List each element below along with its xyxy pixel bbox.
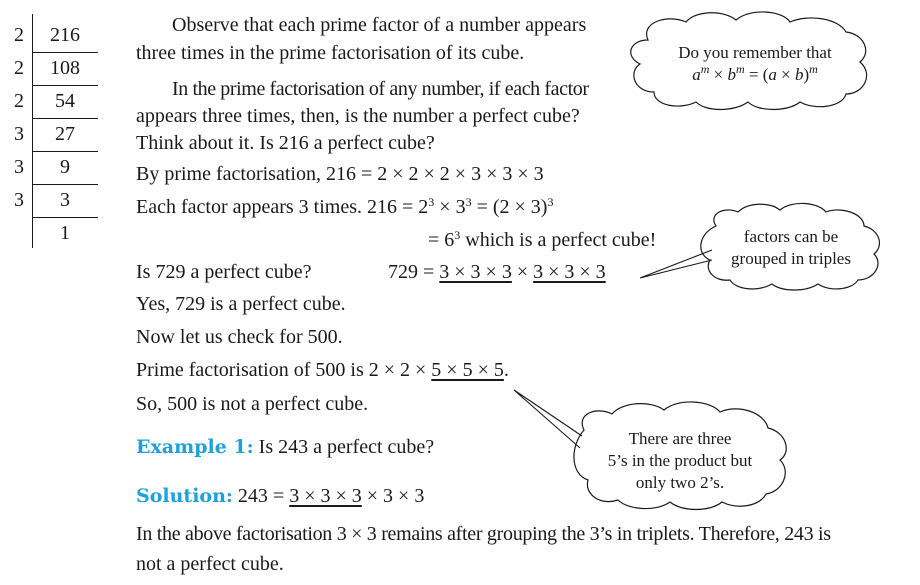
cloud-remember-line1: Do you remember that [678,43,832,62]
example-label: Example 1: [136,436,254,458]
solution: Solution: 243 = 3 × 3 × 3 × 3 × 3 [136,485,425,507]
cloud-fives-line2: 5’s in the product but [607,451,753,470]
pointer-fives [514,390,582,448]
pointer-triples [640,250,712,278]
cloud-remember-text [650,42,860,86]
line-729-equation: 729 = 3 × 3 × 3 × 3 × 3 × 3 [388,261,606,283]
line-500-factorisation: Prime factorisation of 500 is 2 × 2 × 5 × 5 × 5. [136,359,509,381]
ladder-divisor: 3 [14,123,24,145]
final-line1: In the above factorisation 3 × 3 remains after grouping the 3’s in triplets. Therefore, 243 is [136,523,831,545]
ladder-divisor: 3 [14,189,24,211]
line-6-cubed: = $6^3$ which is a perfect cube! [428,228,657,251]
line-each-factor: Each factor appears 3 times. $216 = 2^3 \times 3^3 = (2 \times 3)^3$ [136,195,554,218]
cloud-fives-text [590,428,770,494]
group-triple: 3 × 3 × 3 [289,485,362,507]
para1-line1: Observe that each prime factor of a number appears [172,14,587,36]
solution-label: Solution: [136,485,233,507]
para2-line1: In the prime factorisation of any number, if each factor [172,78,589,100]
ladder-divisor: 2 [14,57,24,79]
ladder-quotient: 1 [60,222,70,244]
example-1 [136,435,434,459]
ladder-divisor: 2 [14,24,24,46]
line-216-factorisation: By prime factorisation, 216 = 2 × 2 × 2 × 3 × 3 × 3 [136,163,544,185]
ladder-divisor: 2 [14,90,24,112]
line-729-yes: Yes, 729 is a perfect cube. [136,293,346,315]
para1-line2: three times in the prime factorisation of its cube. [136,42,525,64]
ladder-quotient: 54 [55,90,75,112]
para2-line3: Think about it. Is 216 a perfect cube? [136,132,435,154]
para2-line2: appears three times, then, is the number a perfect cube? [136,105,580,127]
ladder-quotient: 108 [50,57,80,79]
line-500-not: So, 500 is not a perfect cube. [136,393,369,415]
example-text: Is 243 a perfect cube? [253,436,435,458]
cloud-remember-formula: $a^m \times b^m = (a \times b)^m$ [692,62,818,84]
cloud-fives-line3: only two 2’s. [635,473,725,492]
ladder-quotient: 9 [60,156,70,178]
line-500-check: Now let us check for 500. [136,326,343,348]
cloud-triples-line1: factors can be [743,227,839,246]
final-line2: not a perfect cube. [136,553,284,575]
cloud-triples-line2: grouped in triples [731,249,851,268]
line-729-question: Is 729 a perfect cube? [136,261,312,283]
group-triple: 3 × 3 × 3 [439,261,512,283]
ladder-quotient: 3 [60,189,70,211]
ladder-divisor: 3 [14,156,24,178]
ladder-quotient: 27 [55,123,75,145]
cloud-triples-text [716,226,866,270]
group-triple: 5 × 5 × 5 [431,359,504,381]
group-triple: 3 × 3 × 3 [533,261,606,283]
cloud-fives-line1: There are three [628,429,732,448]
ladder-quotient: 216 [50,24,80,46]
